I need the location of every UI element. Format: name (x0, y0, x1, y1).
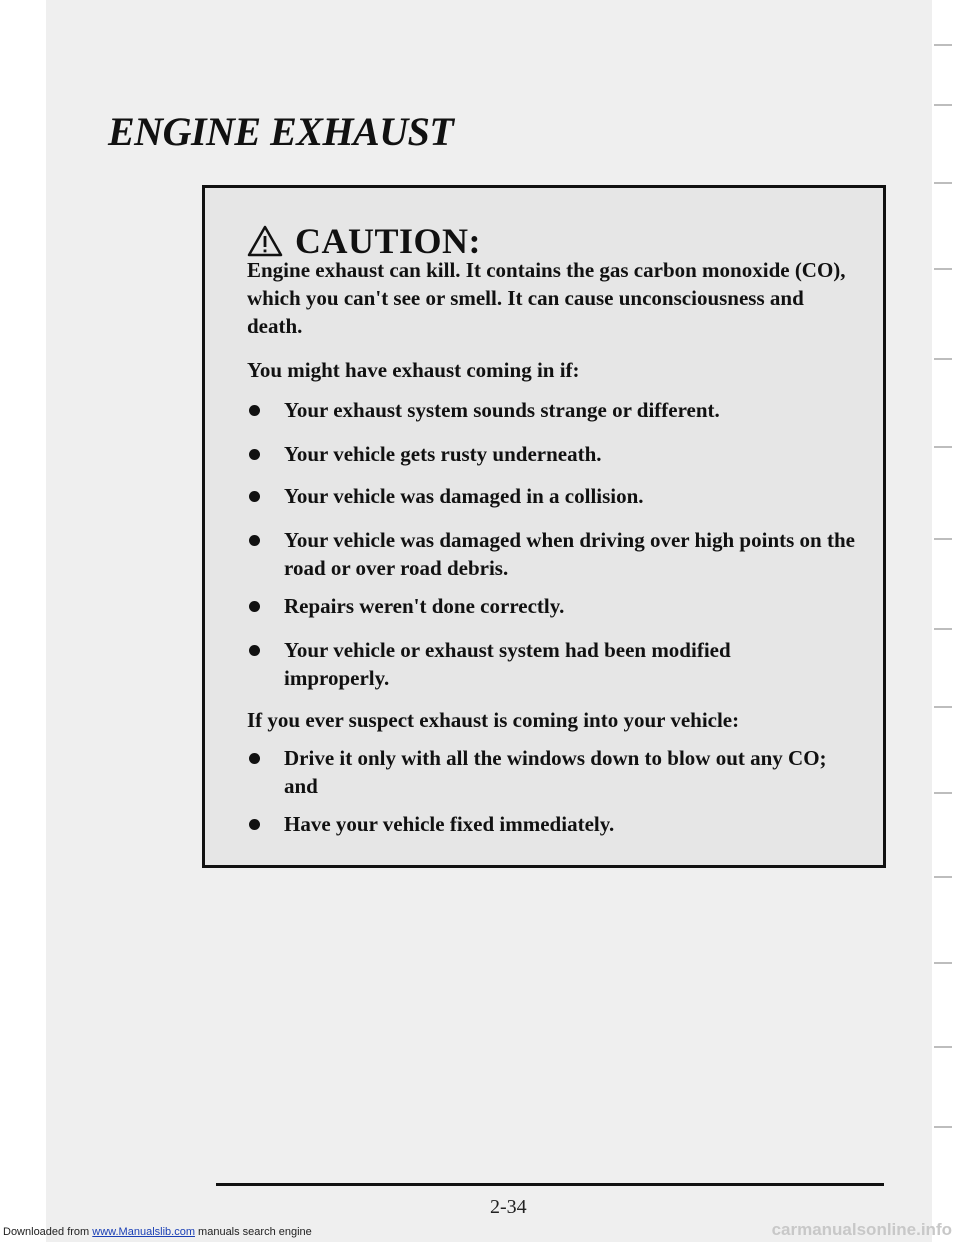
footer-rule (216, 1183, 884, 1186)
suspect-heading: If you ever suspect exhaust is coming into your vehicle: (247, 708, 740, 732)
bullet-icon (249, 405, 260, 416)
list-item (249, 396, 861, 424)
bullet-icon (249, 449, 260, 460)
bullet-icon (249, 753, 260, 764)
list-item-text: Have your vehicle fixed immediately. (284, 812, 615, 836)
list-item-text: Repairs weren't done correctly. (284, 594, 565, 618)
list-item (249, 636, 789, 692)
caution-box (202, 185, 886, 868)
list-item (249, 810, 861, 838)
page-number: 2-34 (490, 1196, 527, 1218)
bullet-icon (249, 491, 260, 502)
caution-intro: Engine exhaust can kill. It contains the gas carbon monoxide (CO), which you can't see or smell. It can cause unconsciousness and death. (247, 258, 846, 338)
footer-suffix: manuals search engine (198, 1226, 312, 1238)
bullet-icon (249, 601, 260, 612)
list-item-text: Your vehicle was damaged when driving over high points on the road or over road debris. (284, 528, 855, 580)
manualslib-link[interactable]: www.Manualslib.com (92, 1226, 195, 1238)
page-title: ENGINE EXHAUST (108, 109, 454, 154)
list-item (249, 526, 861, 582)
margin-tick-marks (930, 0, 960, 1242)
bullet-icon (249, 535, 260, 546)
footer-prefix: Downloaded from (3, 1226, 90, 1238)
coming-in-heading: You might have exhaust coming in if: (247, 358, 580, 382)
list-item (249, 482, 861, 510)
watermark: carmanualsonline.info (771, 1220, 952, 1239)
list-item-text: Your vehicle gets rusty underneath. (284, 442, 602, 466)
bullet-icon (249, 645, 260, 656)
caution-label: CAUTION: (295, 221, 482, 261)
list-item (249, 440, 861, 468)
download-footer (3, 1226, 312, 1238)
list-item (249, 592, 861, 620)
list-item-text: Your vehicle was damaged in a collision. (284, 484, 644, 508)
list-item-text: Drive it only with all the windows down to blow out any CO; and (284, 746, 827, 798)
manual-page (46, 0, 932, 1242)
list-item (249, 744, 861, 800)
list-item-text: Your exhaust system sounds strange or different. (284, 398, 720, 422)
warning-triangle-icon (247, 225, 283, 257)
list-item-text: Your vehicle or exhaust system had been modified improperly. (284, 638, 731, 690)
bullet-icon (249, 819, 260, 830)
